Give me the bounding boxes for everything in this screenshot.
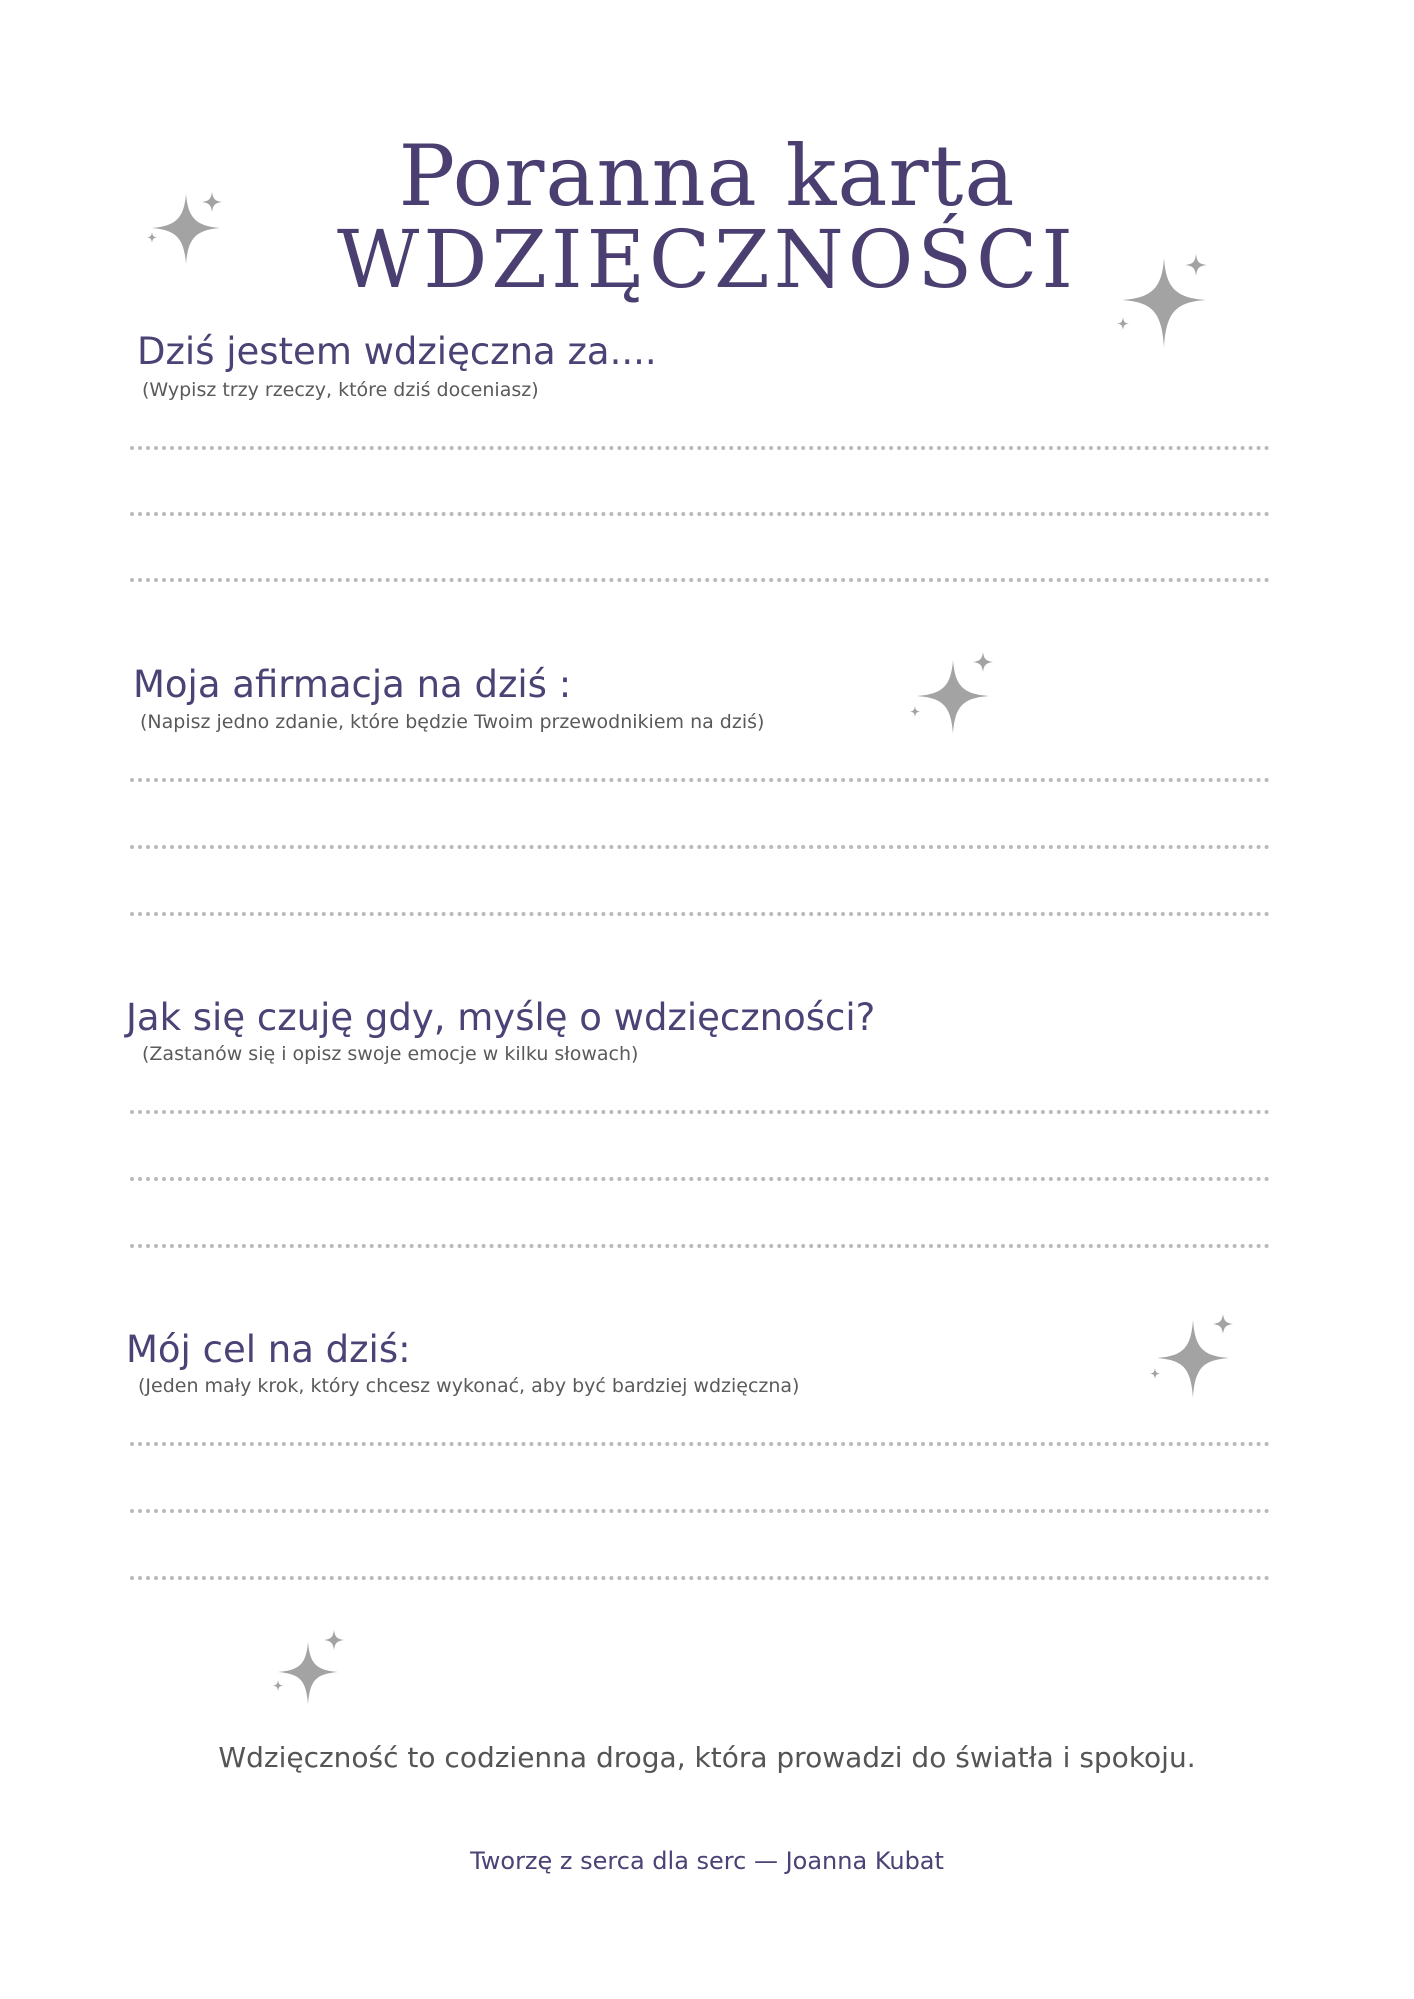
writing-line[interactable]	[130, 512, 1270, 516]
writing-line[interactable]	[130, 1442, 1270, 1446]
section-hint-gratitude: (Wypisz trzy rzeczy, które dziś doceniasz)	[142, 379, 539, 401]
section-heading-gratitude: Dziś jestem wdzięczna za....	[137, 330, 657, 373]
page-title-line1: Poranna karta	[398, 127, 1016, 225]
section-heading-goal: Mój cel na dziś:	[126, 1328, 411, 1371]
footer-quote: Wdzięczność to codzienna droga, która prowadzi do światła i spokoju.	[218, 1741, 1196, 1774]
section-hint-affirmation: (Napisz jedno zdanie, które będzie Twoim przewodnikiem na dziś)	[140, 711, 765, 733]
writing-line[interactable]	[130, 778, 1270, 782]
section-hint-goal: (Jeden mały krok, który chcesz wykonać, aby być bardziej wdzięczna)	[138, 1375, 800, 1397]
sparkle-icon	[1148, 1312, 1238, 1402]
section-hint-feelings: (Zastanów się i opisz swoje emocje w kilku słowach)	[142, 1043, 639, 1065]
section-heading-feelings: Jak się czuję gdy, myślę o wdzięczności?	[126, 996, 876, 1039]
writing-line[interactable]	[130, 912, 1270, 916]
writing-line[interactable]	[130, 1244, 1270, 1248]
writing-line[interactable]	[130, 1110, 1270, 1114]
page-title-line2: WDZIĘCZNOŚCI	[337, 213, 1077, 306]
sparkle-icon	[1114, 252, 1214, 352]
section-heading-affirmation: Moja afirmacja na dziś :	[133, 663, 572, 706]
writing-line[interactable]	[130, 1177, 1270, 1181]
writing-line[interactable]	[130, 1576, 1270, 1580]
sparkle-icon	[272, 1628, 352, 1708]
sparkle-icon	[146, 188, 226, 268]
writing-line[interactable]	[130, 845, 1270, 849]
sparkle-icon	[908, 650, 998, 740]
footer-signature: Tworzę z serca dla serc — Joanna Kubat	[470, 1847, 944, 1875]
writing-line[interactable]	[130, 446, 1270, 450]
writing-line[interactable]	[130, 1509, 1270, 1513]
writing-line[interactable]	[130, 578, 1270, 582]
